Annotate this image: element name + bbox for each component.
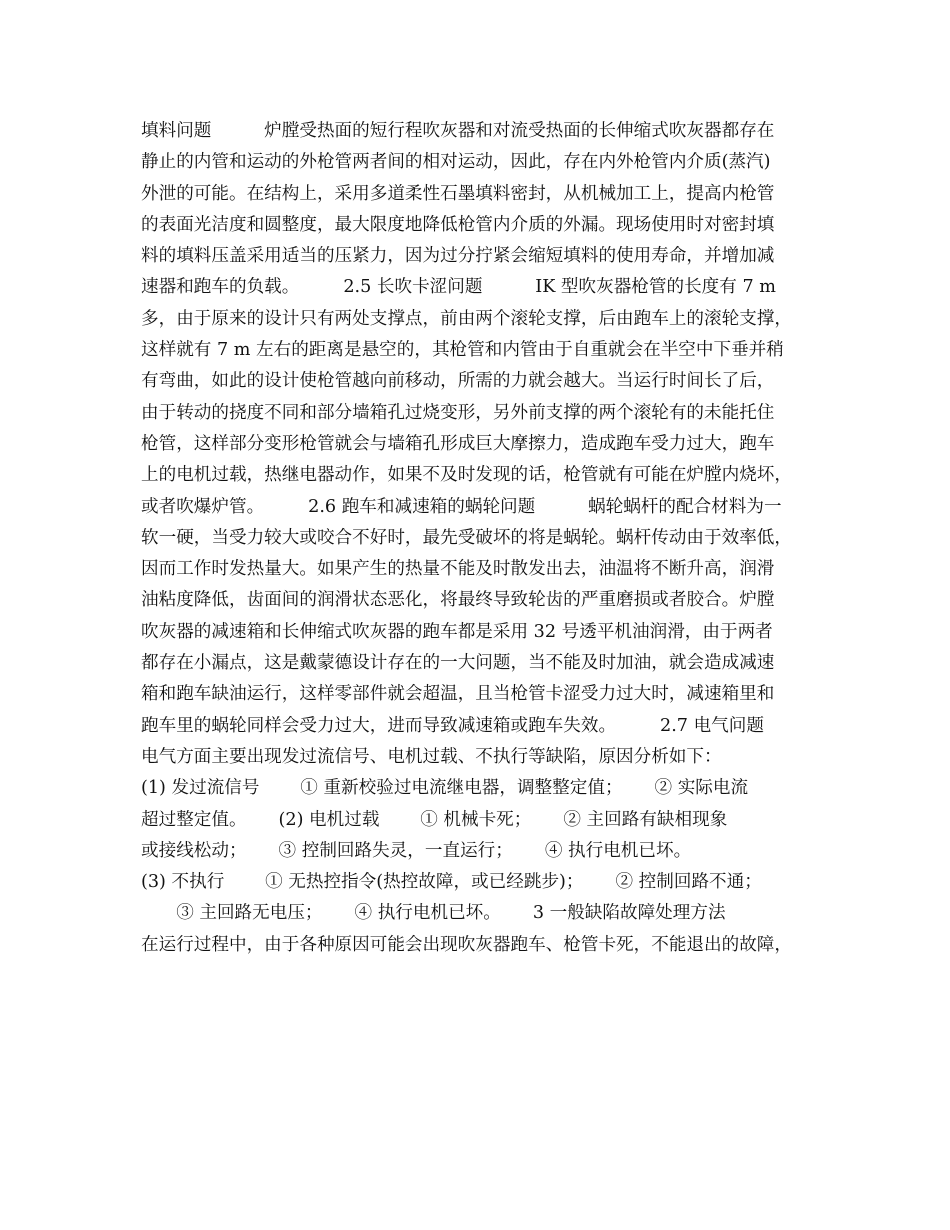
- text-line: 或者吹爆炉管。 2.6 跑车和减速箱的蜗轮问题 蜗轮蜗杆的配合材料为一: [141, 496, 782, 517]
- text-line: 因而工作时发热量大。如果产生的热量不能及时散发出去，油温将不断升高，润滑: [141, 559, 775, 580]
- text-line: 这样就有 7 m 左右的距离是悬空的，其枪管和内管由于自重就会在半空中下垂并稍: [141, 340, 784, 361]
- text-line: 箱和跑车缺油运行，这样零部件就会超温，且当枪管卡涩受力过大时，减速箱里和: [141, 684, 775, 705]
- text-line: 都存在小漏点，这是戴蒙德设计存在的一大问题，当不能及时加油，就会造成减速: [141, 653, 775, 674]
- text-line: 在运行过程中，由于各种原因可能会出现吹灰器跑车、枪管卡死，不能退出的故障，: [141, 934, 792, 955]
- text-line: (3) 不执行 ① 无热控指令(热控故障，或已经跳步)； ② 控制回路不通；: [141, 872, 762, 893]
- text-line: 多，由于原来的设计只有两处支撑点，前由两个滚轮支撑，后由跑车上的滚轮支撑，: [141, 308, 792, 329]
- text-line: 枪管，这样部分变形枪管就会与墙箱孔形成巨大摩擦力，造成跑车受力过大，跑车: [141, 433, 775, 454]
- text-line: 料的填料压盖采用适当的压紧力，因为过分拧紧会缩短填料的使用寿命，并增加减: [141, 246, 775, 267]
- text-line: 或接线松动； ③ 控制回路失灵，一直运行； ④ 执行电机已坏。: [141, 840, 692, 861]
- text-line: 软一硬，当受力较大或咬合不好时，最先受破坏的将是蜗轮。蜗杆传动由于效率低，: [141, 527, 792, 548]
- text-line: 外泄的可能。在结构上，采用多道柔性石墨填料密封，从机械加工上，提高内枪管: [141, 183, 775, 204]
- text-line: 超过整定值。 (2) 电机过载 ① 机械卡死； ② 主回路有缺相现象: [141, 809, 728, 830]
- text-line: 由于转动的挠度不同和部分墙箱孔过烧变形，另外前支撑的两个滚轮有的未能托住: [141, 402, 775, 423]
- text-line: 电气方面主要出现发过流信号、电机过载、不执行等缺陷，原因分析如下：: [141, 746, 722, 767]
- text-line: 跑车里的蜗轮同样会受力过大，进而导致减速箱或跑车失效。 2.7 电气问题: [141, 715, 764, 736]
- text-line: 有弯曲，如此的设计使枪管越向前移动，所需的力就会越大。当运行时间长了后，: [141, 371, 775, 392]
- text-line: 油粘度降低，齿面间的润滑状态恶化，将最终导致轮齿的严重磨损或者胶合。炉膛: [141, 590, 775, 611]
- text-line: 的表面光洁度和圆整度，最大限度地降低枪管内介质的外漏。现场使用时对密封填: [141, 214, 775, 235]
- text-line: (1) 发过流信号 ① 重新校验过电流继电器，调整整定值； ② 实际电流: [141, 778, 749, 799]
- body-text: [141, 116, 813, 961]
- text-line: 上的电机过载，热继电器动作，如果不及时发现的话，枪管就有可能在炉膛内烧坏，: [141, 465, 792, 486]
- text-line: 静止的内管和运动的外枪管两者间的相对运动，因此，存在内外枪管内介质(蒸汽): [141, 152, 771, 173]
- text-line: 吹灰器的减速箱和长伸缩式吹灰器的跑车都是采用 32 号透平机油润滑，由于两者: [141, 621, 773, 642]
- text-line: 填料问题 炉膛受热面的短行程吹灰器和对流受热面的长伸缩式吹灰器都存在: [141, 121, 775, 141]
- text-line: ③ 主回路无电压； ④ 执行电机已坏。 3 一般缺陷故障处理方法: [141, 903, 726, 924]
- text-line: 速器和跑车的负载。 2.5 长吹卡涩问题 IK 型吹灰器枪管的长度有 7 m: [141, 277, 776, 298]
